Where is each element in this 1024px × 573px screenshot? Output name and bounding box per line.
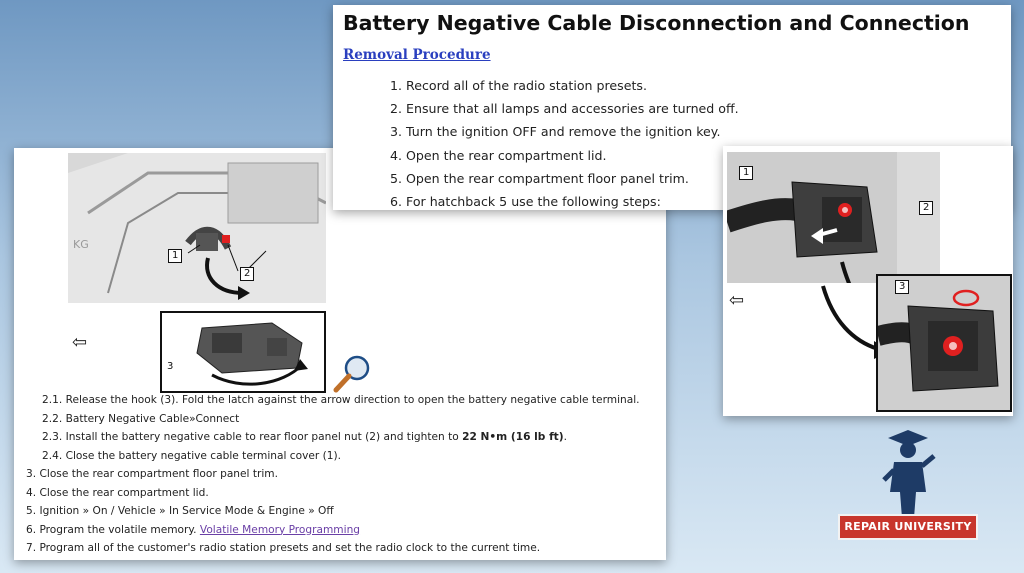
removal-step-4: 4. Open the rear compartment lid.	[390, 147, 607, 163]
orientation-arrow-icon-right: ⇦	[729, 290, 745, 311]
step-6	[26, 521, 662, 540]
removal-procedure-link[interactable]: Removal Procedure	[343, 47, 491, 63]
step-2-3-end: .	[563, 431, 567, 443]
orientation-arrow-icon: ⇦	[72, 332, 88, 353]
procedure-steps	[26, 391, 662, 558]
volatile-memory-link[interactable]: Volatile Memory Programming	[199, 523, 361, 536]
step-2-1: 2.1. Release the hook (3). Fold the latch against the arrow direction to open the battery negative cable terminal.	[42, 394, 640, 406]
right-illustration-panel	[723, 146, 1013, 416]
removal-step-5: 5. Open the rear compartment floor panel trim.	[390, 170, 689, 186]
callout-3: 3	[167, 361, 174, 372]
hook-release-detail	[876, 274, 1012, 412]
removal-steps	[390, 74, 739, 213]
removal-step-2: 2. Ensure that all lamps and accessories are turned off.	[390, 101, 739, 117]
step-5: 5. Ignition » On / Vehicle » In Service Mode & Engine » Off	[26, 505, 334, 517]
step-2-3	[26, 428, 662, 447]
step-3: 3. Close the rear compartment floor panel trim.	[26, 468, 278, 480]
magnifier-icon[interactable]	[332, 354, 372, 394]
right-callout-3: 3	[895, 280, 909, 294]
step-2-3-text: 2.3. Install the battery negative cable to rear floor panel nut (2) and tighten to	[42, 431, 463, 443]
callout-1: 1	[168, 249, 182, 263]
right-callout-1: 1	[739, 166, 753, 180]
step-6-text: 6. Program the volatile memory.	[26, 523, 200, 536]
step-4: 4. Close the rear compartment lid.	[26, 486, 209, 499]
graduate-mascot-icon	[880, 430, 936, 520]
step-2-4: 2.4. Close the battery negative cable terminal cover (1).	[42, 449, 341, 462]
removal-step-1: 1. Record all of the radio station presets.	[390, 78, 647, 93]
right-callout-2: 2	[919, 201, 933, 215]
torque-spec: 22 N•m (16 lb ft)	[462, 431, 564, 443]
hook-detail-inset	[160, 311, 326, 393]
callout-2: 2	[240, 267, 254, 281]
repair-university-logo	[838, 430, 978, 560]
battery-terminal-illustration	[68, 153, 326, 303]
cable-connector-illustration	[727, 152, 940, 283]
step-2-2: 2.2. Battery Negative Cable»Connect	[42, 412, 240, 425]
removal-step-6: 6. For hatchback 5 use the following steps:	[390, 194, 661, 210]
page-title: Battery Negative Cable Disconnection and Connection	[343, 11, 970, 35]
logo-banner-text: REPAIR UNIVERSITY	[838, 514, 978, 540]
svg-text:KG: KG	[73, 238, 89, 251]
removal-step-3: 3. Turn the ignition OFF and remove the ignition key.	[390, 124, 721, 140]
step-7: 7. Program all of the customer's radio station presets and set the radio clock to the current time.	[26, 542, 541, 554]
